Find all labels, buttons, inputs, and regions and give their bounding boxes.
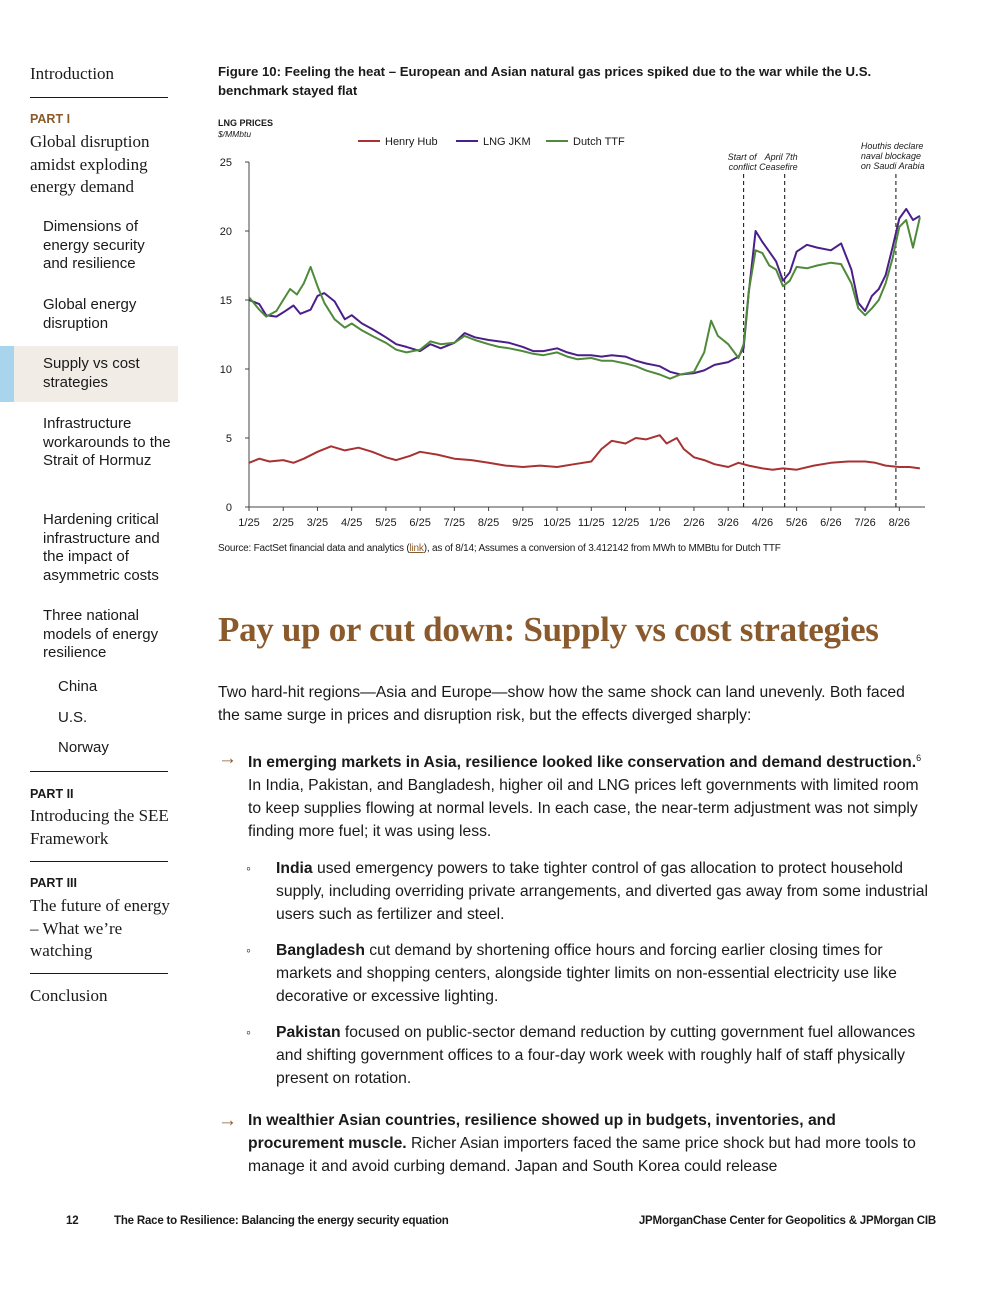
x-tick-label: 12/25 bbox=[611, 517, 640, 529]
x-tick-label: 2/25 bbox=[272, 517, 294, 529]
bullet-text bbox=[276, 1021, 936, 1090]
y-tick-label: 10 bbox=[219, 364, 232, 376]
x-tick-label: 7/26 bbox=[854, 517, 876, 529]
intro-paragraph: Two hard-hit regions—Asia and Europe—show how the same shock can land unevenly. Both faced the same surge in prices and disruption risk, but the effects diverged sharply: bbox=[218, 684, 905, 724]
x-tick-label: 4/26 bbox=[751, 517, 774, 529]
toc-part3-title[interactable]: The future of energy – What we’re watching bbox=[30, 896, 170, 960]
source-text: Source: FactSet financial data and analytics ( bbox=[218, 543, 410, 554]
x-tick-label: 5/26 bbox=[785, 517, 808, 529]
arrow-item-text bbox=[248, 747, 928, 843]
toc-part2-label: PART II bbox=[30, 787, 74, 801]
y-tick-label: 20 bbox=[219, 226, 232, 238]
legend-label: Henry Hub bbox=[385, 136, 438, 148]
toc-part3-label: PART III bbox=[30, 876, 77, 890]
x-tick-label: 8/25 bbox=[477, 517, 500, 529]
x-tick-label: 5/25 bbox=[375, 517, 397, 529]
section-heading: Pay up or cut down: Supply vs cost strategies bbox=[218, 610, 879, 649]
x-tick-label: 1/25 bbox=[238, 517, 260, 529]
bullet-lead: Pakistan bbox=[276, 1024, 341, 1041]
x-tick-label: 6/26 bbox=[820, 517, 842, 529]
series-line-henry-hub bbox=[249, 435, 920, 470]
arrow-right-icon: → bbox=[218, 1110, 237, 1131]
x-tick-label: 1/26 bbox=[649, 517, 671, 529]
footer-title: The Race to Resilience: Balancing the energy security equation bbox=[114, 1215, 449, 1227]
figure-source bbox=[218, 543, 781, 554]
arrow-right-icon: → bbox=[218, 748, 237, 769]
bullet-icon: ◦ bbox=[246, 860, 251, 876]
event-annotation-label: Start of bbox=[727, 152, 757, 162]
bullet-lead: Bangladesh bbox=[276, 942, 365, 959]
arrow-item-text bbox=[248, 1109, 928, 1178]
event-annotation-label: naval blockage bbox=[860, 151, 921, 161]
y-tick-label: 15 bbox=[219, 295, 232, 307]
bullet-body: cut demand by shortening office hours and forcing earlier closing times for markets and shopping centers, alongside tighter limits on non-essential electricity use like decorative or excessive lighting. bbox=[276, 942, 897, 1005]
event-annotation-label: Houthis declare bbox=[860, 141, 924, 151]
bullet-icon: ◦ bbox=[246, 942, 251, 958]
event-annotation-label: April 7th bbox=[764, 152, 798, 162]
footnote-ref[interactable]: 6 bbox=[916, 753, 922, 763]
toc-part1-label: PART I bbox=[30, 112, 71, 126]
x-tick-label: 4/25 bbox=[340, 517, 363, 529]
chart-y-label: LNG PRICES bbox=[218, 118, 274, 128]
legend-label: Dutch TTF bbox=[573, 136, 625, 148]
bullet-text bbox=[276, 857, 936, 926]
arrow-item-body: In India, Pakistan, and Bangladesh, higher oil and LNG prices left governments with limited room to keep supplies flowing at normal levels. In each case, the near-term adjustment was not simply finding more fuel; it was using less. bbox=[248, 777, 919, 841]
toc-part1-title[interactable]: Global disruption amidst exploding energy demand bbox=[30, 132, 150, 196]
active-item-marker bbox=[0, 346, 14, 402]
divider bbox=[30, 771, 168, 772]
footer-org: JPMorganChase Center for Geopolitics & JPMorgan CIB bbox=[638, 1215, 936, 1227]
event-annotation-label: Ceasefire bbox=[759, 162, 798, 172]
arrow-item-lead: In emerging markets in Asia, resilience looked like conservation and demand destruction. bbox=[248, 754, 917, 772]
toc-introduction[interactable]: Introduction bbox=[30, 64, 115, 83]
toc-conclusion[interactable]: Conclusion bbox=[30, 986, 108, 1005]
y-tick-label: 25 bbox=[219, 157, 232, 169]
toc-item-global-disruption[interactable]: Global energy disruption bbox=[43, 296, 137, 332]
toc-item-hardening[interactable]: Hardening critical infrastructure and the impact of asymmetric costs bbox=[43, 511, 160, 584]
source-text-end: ), as of 8/14; Assumes a conversion of 3.412142 from MWh to MMBtu for Dutch TTF bbox=[423, 543, 781, 554]
chart-y-unit: $/MMbtu bbox=[218, 129, 252, 139]
divider bbox=[30, 97, 168, 98]
toc-item-dimensions[interactable]: Dimensions of energy security and resilience bbox=[43, 218, 145, 272]
source-link[interactable]: link bbox=[409, 543, 424, 554]
x-tick-label: 10/25 bbox=[543, 517, 571, 529]
arrow-item-lead: In wealthier Asian countries, resilience showed up in budgets, inventories, and procurement muscle. bbox=[248, 1112, 836, 1152]
series-line-lng-jkm bbox=[249, 209, 920, 375]
page-number: 12 bbox=[66, 1215, 79, 1227]
x-tick-label: 6/25 bbox=[409, 517, 431, 529]
bullet-lead: India bbox=[276, 860, 313, 877]
arrow-item-body: Richer Asian importers faced the same price shock but had more tools to manage it and avoid curbing demand. Japan and South Korea could release bbox=[248, 1135, 916, 1175]
divider bbox=[30, 861, 168, 862]
x-tick-label: 3/25 bbox=[306, 517, 329, 529]
toc-item-hormuz[interactable]: Infrastructure workarounds to the Strait of Hormuz bbox=[43, 415, 171, 469]
x-tick-label: 7/25 bbox=[443, 517, 466, 529]
x-tick-label: 11/25 bbox=[577, 517, 605, 529]
lng-price-chart bbox=[210, 128, 940, 533]
event-annotation-label: on Saudi Arabia bbox=[860, 161, 925, 171]
y-tick-label: 5 bbox=[225, 433, 232, 445]
bullet-text bbox=[276, 939, 936, 1008]
x-tick-label: 9/25 bbox=[512, 517, 534, 529]
x-tick-label: 3/26 bbox=[717, 517, 739, 529]
toc-part2-title[interactable]: Introducing the SEE Framework bbox=[30, 806, 169, 848]
figure-title: Figure 10: Feeling the heat – European and Asian natural gas prices spiked due to the war while the U.S. benchmark stayed flat bbox=[218, 64, 872, 98]
toc-item-supply-vs-cost[interactable]: Supply vs cost strategies bbox=[43, 355, 140, 391]
toc-subitem-norway[interactable]: Norway bbox=[58, 739, 109, 756]
event-annotation-label: conflict bbox=[728, 162, 757, 172]
x-tick-label: 2/26 bbox=[683, 517, 705, 529]
divider bbox=[30, 973, 168, 974]
x-tick-label: 8/26 bbox=[888, 517, 911, 529]
bullet-body: used emergency powers to take tighter control of gas allocation to protect household supply, including overriding private arrangements, and diverted gas away from some industrial users such as fertilizer and steel. bbox=[276, 860, 928, 923]
y-tick-label: 0 bbox=[225, 502, 232, 514]
toc-item-national-models[interactable]: Three national models of energy resilience bbox=[43, 607, 159, 661]
bullet-body: focused on public-sector demand reduction by cutting government fuel allowances and shifting government offices to a four-day work week with roughly half of staff physically present on rotation. bbox=[276, 1024, 916, 1087]
table-of-contents bbox=[0, 0, 180, 1100]
toc-subitem-china[interactable]: China bbox=[58, 678, 98, 695]
bullet-icon: ◦ bbox=[246, 1024, 251, 1040]
legend-label: LNG JKM bbox=[483, 136, 531, 148]
toc-subitem-us[interactable]: U.S. bbox=[58, 709, 88, 726]
